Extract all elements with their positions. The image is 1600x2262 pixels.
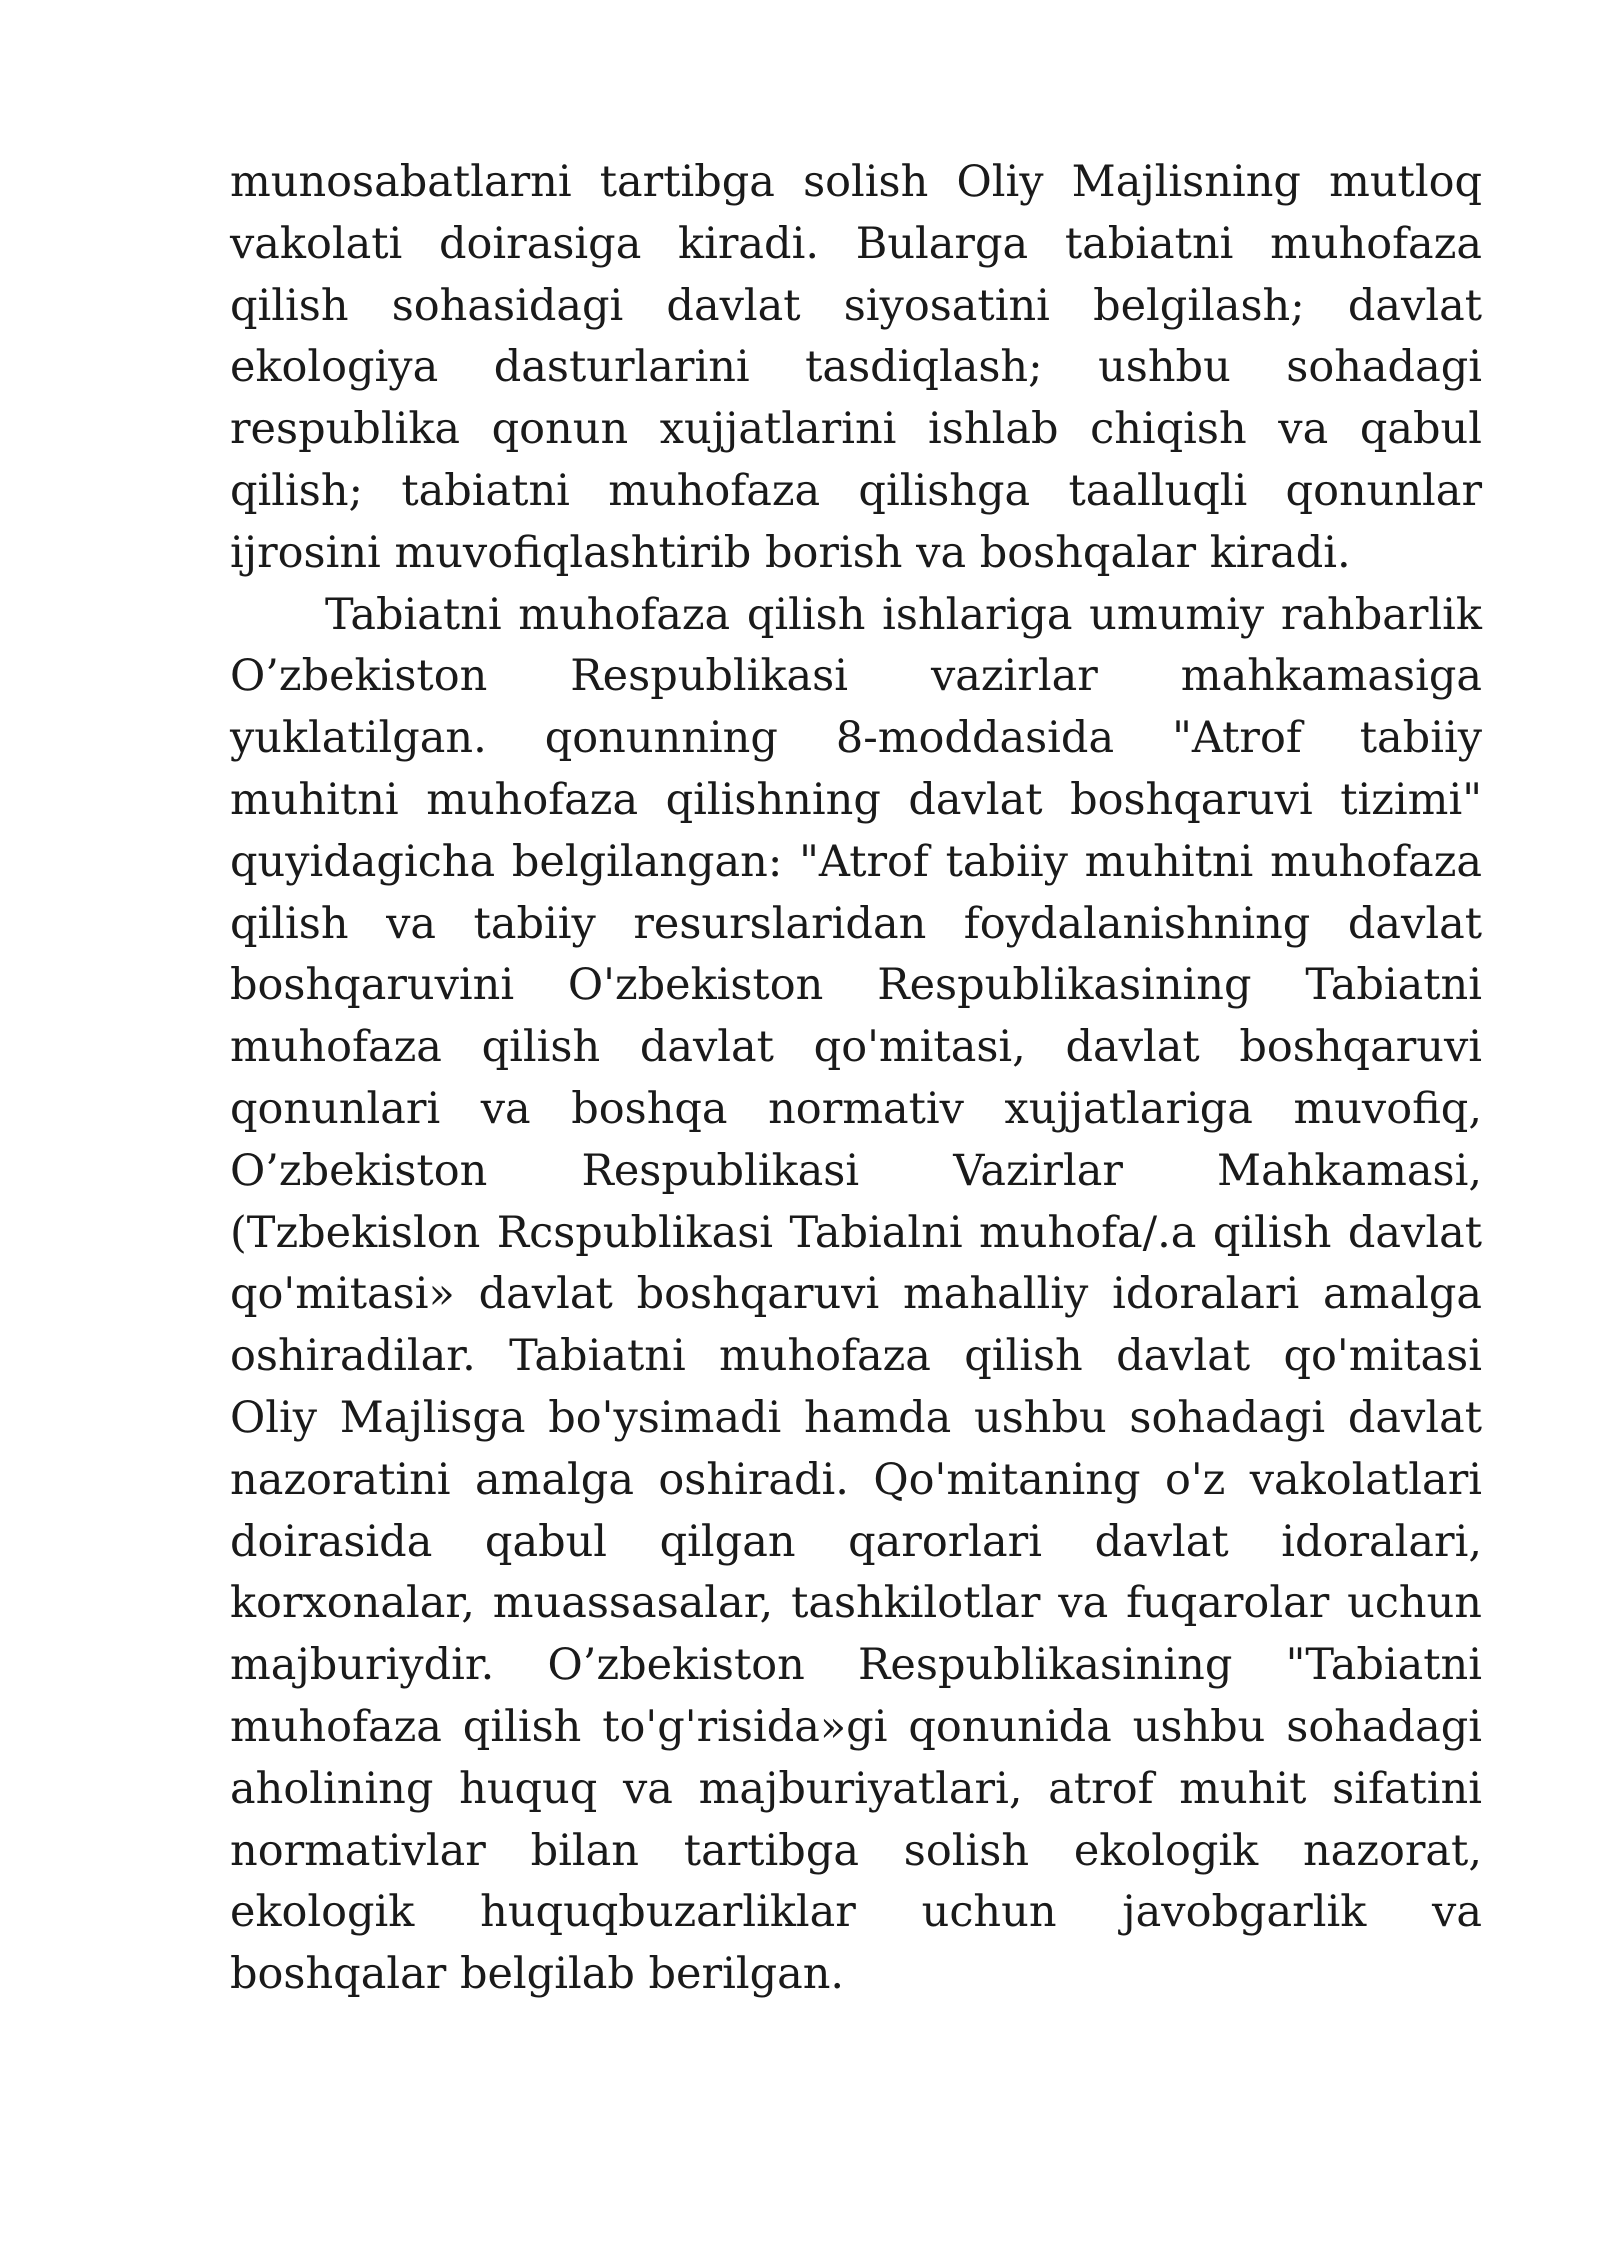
paragraph-state-management: Tabiatni muhofaza qilish ishlariga umumiy rahbarlik O’zbekiston Respublikasi vazirlar mahkamasiga yuklatilgan. qonunning 8-moddasida "Atrof tabiiy muhitni muhofaza qilishning davlat boshqaruvi tizimi" quyidagicha belgilangan: "Atrof tabiiy muhitni muhofaza qilish va tabiiy resurslaridan foydalanishning davlat boshqaruvini O'zbekiston Respublikasining Tabiatni muhofaza qilish davlat qo'mitasi, davlat boshqaruvi qonunlari va boshqa normativ xujjatlariga muvofiq, O’zbekiston Respublikasi Vazirlar Mahkamasi, (Tzbekislon Rcspublikasi Tabialni muhofa/.a qilish davlat qo'mitasi» davlat boshqaruvi mahalliy idoralari amalga oshiradilar. Tabiatni muhofaza qilish davlat qo'mitasi Oliy Majlisga bo'ysimadi hamda ushbu sohadagi davlat nazoratini amalga oshiradi. Qo'mitaning o'z vakolatlari doirasida qabul qilgan qarorlari davlat idoralari, korxonalar, muassasalar, tashkilotlar va fuqarolar uchun majburiydir. O’zbekiston Respublikasining "Tabiatni muhofaza qilish to'g'risida»gi qonunida ushbu sohadagi aholining huquq va majburiyatlari, atrof muhit sifatini normativlar bilan tartibga solish ekologik nazorat, ekologik huquqbuzarliklar uchun javobgarlik va boshqalar belgilab berilgan. <box>230 589 1482 2000</box>
paragraph-continuation: munosabatlarni tartibga solish Oliy Majlisning mutloq vakolati doirasiga kiradi. Bularga tabiatni muhofaza qilish sohasidagi davlat siyosatini belgilash; davlat ekologiya dasturlarini tasdiqlash; ushbu sohadagi respublika qonun xujjatlarini ishlab chiqish va qabul qilish; tabiatni muhofaza qilishga taalluqli qonunlar ijrosini muvofiqlashtirib borish va boshqalar kiradi. <box>230 157 1482 578</box>
body-text <box>230 152 1482 2006</box>
